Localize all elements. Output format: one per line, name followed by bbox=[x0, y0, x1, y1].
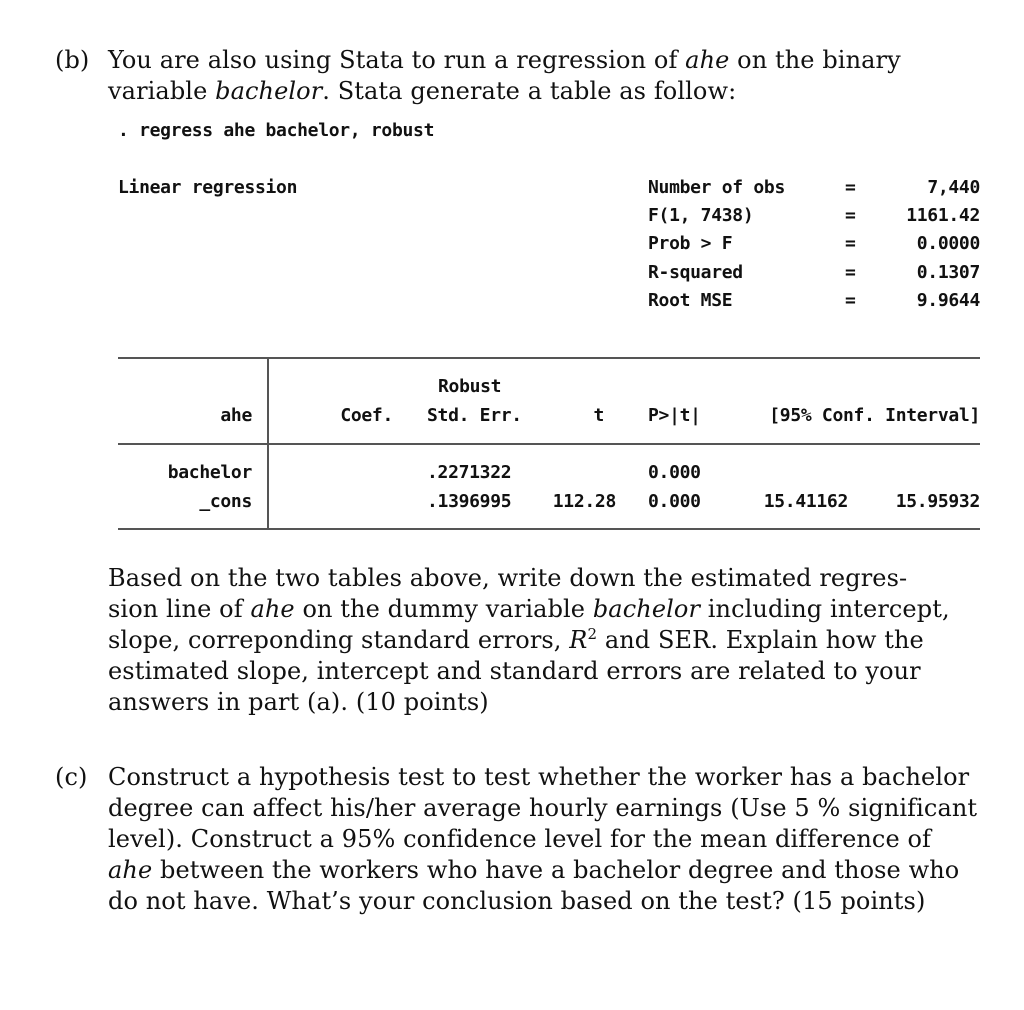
question-line bbox=[108, 594, 950, 625]
part-c-label: (c) bbox=[55, 763, 88, 791]
row-std-err: .2271322 bbox=[427, 462, 512, 483]
stat-value: 7,440 bbox=[927, 177, 980, 198]
question-line: estimated slope, intercept and standard errors are related to your bbox=[108, 657, 921, 685]
stat-name: Number of obs bbox=[648, 177, 785, 198]
row-p-value: 0.000 bbox=[648, 491, 701, 512]
stat-equals: = bbox=[845, 290, 856, 311]
stat-name: Prob > F bbox=[648, 233, 733, 254]
stat-value: 1161.42 bbox=[906, 205, 980, 226]
header-coef: Coef. bbox=[340, 405, 393, 426]
row-t: 112.28 bbox=[552, 491, 616, 512]
header-std-err: Std. Err. bbox=[427, 405, 522, 426]
question-line: level). Construct a 95% confidence level for the mean difference of bbox=[108, 825, 932, 853]
stat-name: Root MSE bbox=[648, 290, 733, 311]
stat-equals: = bbox=[845, 262, 856, 283]
variable-ahe: ahe bbox=[108, 856, 153, 884]
stat-name: R-squared bbox=[648, 262, 743, 283]
question-line: do not have. What’s your conclusion based on the test? (15 points) bbox=[108, 887, 926, 915]
question-line: answers in part (a). (10 points) bbox=[108, 688, 489, 716]
text-span: sion line of bbox=[108, 595, 251, 623]
stat-equals: = bbox=[845, 205, 856, 226]
text-span: on the binary bbox=[729, 46, 901, 74]
variable-ahe: ahe bbox=[685, 46, 730, 74]
question-line: degree can affect his/her average hourly earnings (Use 5 % significant bbox=[108, 794, 978, 822]
row-variable: bachelor bbox=[167, 462, 252, 483]
text-span: You are also using Stata to run a regression of bbox=[108, 46, 686, 74]
model-title: Linear regression bbox=[118, 177, 298, 198]
header-robust: Robust bbox=[438, 376, 502, 397]
row-variable: _cons bbox=[199, 491, 252, 512]
variable-ahe: ahe bbox=[250, 595, 295, 623]
text-span: including intercept, bbox=[700, 595, 950, 623]
stat-value: 9.9644 bbox=[916, 290, 980, 311]
text-span: variable bbox=[108, 77, 216, 105]
part-b-label: (b) bbox=[55, 46, 90, 74]
stat-name: F(1, 7438) bbox=[648, 205, 754, 226]
table-rule-header bbox=[118, 443, 980, 445]
variable-bachelor: bachelor bbox=[215, 77, 323, 105]
question-line bbox=[108, 855, 977, 886]
variable-bachelor: bachelor bbox=[592, 595, 701, 623]
question-line bbox=[108, 625, 950, 656]
stat-value: 0.0000 bbox=[916, 233, 980, 254]
header-p-value: P>|t| bbox=[648, 405, 701, 426]
stat-equals: = bbox=[845, 233, 856, 254]
header-conf-interval: [95% Conf. Interval] bbox=[769, 405, 980, 426]
question-line: Construct a hypothesis test to test whether the worker has a bachelor bbox=[108, 763, 970, 791]
table-rule-bottom bbox=[118, 528, 980, 530]
row-p-value: 0.000 bbox=[648, 462, 701, 483]
part-b-question bbox=[108, 563, 950, 718]
header-t: t bbox=[593, 405, 604, 426]
text-span: . Stata generate a table as follow: bbox=[322, 77, 737, 105]
part-c-question bbox=[108, 762, 977, 917]
part-b-intro bbox=[108, 45, 901, 107]
text-span: slope, correponding standard errors, bbox=[108, 626, 570, 654]
row-std-err: .1396995 bbox=[427, 491, 512, 512]
text-span: on the dummy variable bbox=[294, 595, 593, 623]
text-span: and SER. Explain how the bbox=[597, 626, 924, 654]
row-ci-upper: 15.95932 bbox=[895, 491, 980, 512]
table-rule-top bbox=[118, 357, 980, 359]
part-b-intro-line-1 bbox=[108, 45, 901, 76]
question-line: Based on the two tables above, write down the estimated regres- bbox=[108, 564, 908, 592]
header-dependent-variable: ahe bbox=[220, 405, 252, 426]
superscript: 2 bbox=[587, 625, 598, 643]
row-ci-lower: 15.41162 bbox=[763, 491, 848, 512]
text-span: between the workers who have a bachelor degree and those who bbox=[152, 856, 960, 884]
r-squared-symbol: R bbox=[569, 626, 588, 654]
stat-equals: = bbox=[845, 177, 856, 198]
part-b-intro-line-2 bbox=[108, 76, 901, 107]
table-column-divider bbox=[267, 358, 269, 529]
stat-value: 0.1307 bbox=[916, 262, 980, 283]
stata-command: . regress ahe bachelor, robust bbox=[118, 120, 435, 141]
